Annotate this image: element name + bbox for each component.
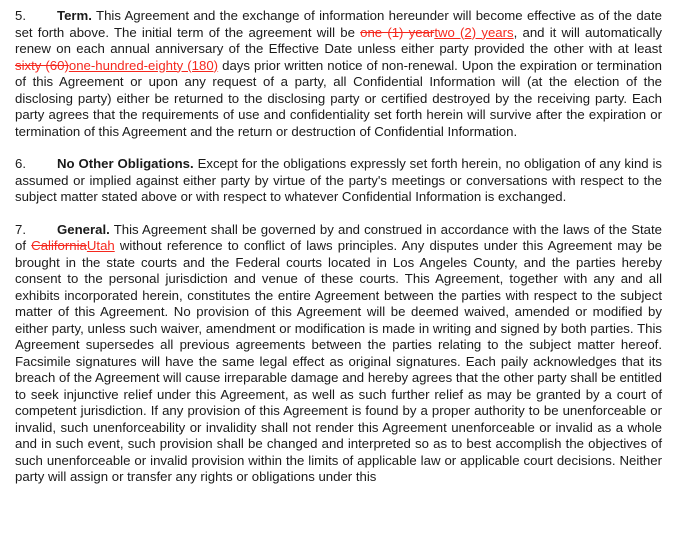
text-run: This Agreement and the exchange of information hereunder will become effective as of the date set forth above. The initial term of the agreement will be	[15, 8, 662, 40]
inserted-text: two (2) years	[434, 24, 514, 40]
text-run: This Agreement shall be governed by and construed in accordance with the laws of the State of	[15, 221, 662, 253]
text-run: , and it will automatically renew on each annual anniversary of the Effective Date unless either party provided the other with at least	[15, 24, 662, 56]
deleted-text: one (1) year	[360, 24, 435, 40]
paragraph-number: 5.	[15, 8, 26, 23]
text-run: days prior written notice of non-renewal. Upon the expiration or termination of this Agreement or upon any request of a party, all Confidential Information will (at the election of the disclosing party) either be returned to the disclosing party or certified destroyed by the receiving party. Each party agrees that the requirements of use and confidentiality set forth herein will survive after the expiration or termination of this Agreement and the return or destruction of Confidential Information.	[15, 57, 663, 139]
deleted-text: California	[31, 238, 87, 253]
text-run: without reference to conflict of laws principles. Any disputes under this Agreement may be brought in the state courts and the Federal courts located in Los Angeles County, and the parties hereby consent to the personal jurisdiction and venue of these courts. This Agreement, together with any and all exhibits incorporated herein, constitutes the entire Agreement between the parties with respect to the subject matter of this Agreement. No provision of this Agreement will be deemed waived, amended or modified by either party, unless such waiver, amendment or modification is made in writing and signed by both parties. This Agreement supersedes all previous agreements between the parties relating to the subject matter hereof. Facsimile signatures will have the same legal effect as original signatures. Each paily acknowledges that its breach of the Agreement will cause irreparable damage and hereby agrees that the other party shall be entitled to seek injunctive relief under this Agreement, as well as such further relief as may be granted by a court of competent jurisdiction. If any provision of this Agreement is found by a proper authority to be unenforceable or invalid, such unenforceability or invalidity shall not render this Agreement unenforceable or invalid as a whole and in such event, such provision shall be changed and interpreted so as to best accomplish the objectives of such unenforceable or invalid provision within the limits of applicable law or applicable court decisions. Neither party will assign or transfer any rights or obligations under this	[15, 238, 662, 484]
agreement-body	[15, 8, 662, 486]
paragraph-heading: General.	[57, 221, 110, 237]
agreement-paragraph	[15, 222, 662, 486]
agreement-paragraph	[15, 8, 662, 140]
paragraph-number: 6.	[15, 156, 26, 171]
agreement-paragraph	[15, 156, 662, 206]
paragraph-heading: No Other Obligations.	[57, 156, 194, 171]
inserted-text: Utah	[86, 238, 115, 253]
paragraph-number: 7.	[15, 221, 26, 237]
inserted-text: one-hundred-eighty (180)	[68, 57, 219, 73]
deleted-text: sixty (60)	[15, 57, 69, 73]
text-run: Except for the obligations expressly set forth herein, no obligation of any kind is assumed or implied against either party by virtue of the party's meetings or conversations with respect to the subject matter stated above or with respect to whatever Confidential Information is exchanged.	[15, 156, 663, 204]
paragraph-heading: Term.	[57, 8, 92, 23]
